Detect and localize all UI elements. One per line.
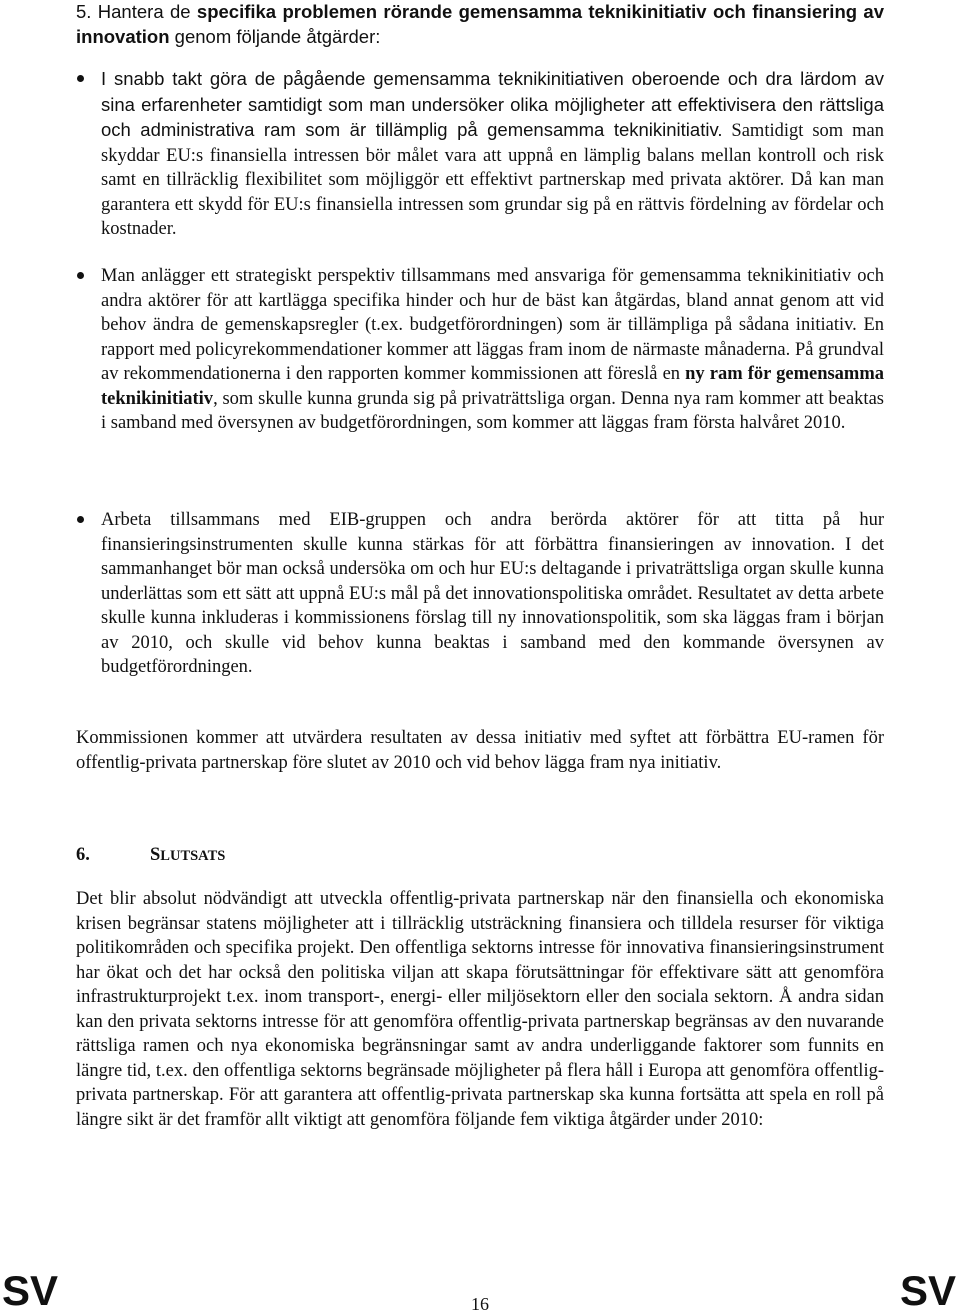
bullet-2-text-post: , som skulle kunna grunda sig på privaträttsliga organ. Denna nya ram kommer att beaktas i samband med översynen av budgetförordningen, som kommer att läggas fram första halvåret 2010. [101,388,884,433]
intro-paragraph [76,0,884,49]
section-title-rest: LUTSATS [160,848,226,864]
bullet-item-3 [76,508,884,680]
bullet-1-sans-text: I snabb takt göra de pågående gemensamma teknikinitiativen oberoende och dra lärdom av sina erfarenheter samtidigt som man undersöker olika möjligheter att effektivisera den rättsliga och administrativa ram som är tillämplig på gemensamma teknikinitiativ. [101,68,884,140]
bullet-text-3: Arbeta tillsammans med EIB-gruppen och andra berörda aktörer för att titta på hur finansieringsinstrumenten skulle kunna stärkas för att förbättra finansieringen av innovation. I det sammanhanget bör man också undersöka om och hur EU:s deltagande i privaträttsliga organ skulle kunna underlättas som ett sätt att uppnå EU:s mål på det innovationspolitiska området. Resultatet av detta arbete skulle kunna inkluderas i kommissionens förslag till ny innovationspolitik, som ska läggas fram i början av 2010, och skulle vid behov kunna beaktas i samband med den kommande översynen av budgetförordningen. [101,510,884,677]
final-paragraph: Det blir absolut nödvändigt att utveckla offentlig-privata partnerskap när den finansiella och ekonomiska krisen begränsar statens möjligheter att i tillräcklig utsträckning finansiera och tilldela resurser för viktiga politikområden och specifika projekt. Den offentliga sektorns intresse för innovativa finansieringsinstrument har ökat och det har också den politiska viljan att skapa förutsättningar för effektivare sätt att genomföra infrastrukturprojekt t.ex. inom transport-, energi- eller miljösektorn eller den sociala sektorn. Å andra sidan kan den privata sektorns intresse för att genomföra offentlig-privata partnerskap begränsas av den nuvarande rättsliga ramen och nya ekonomiska begränsningar samt av andra underliggande faktorer som funnits en längre tid, t.ex. den offentliga sektorns begränsade möjligheter på flera håll i Europa att genomföra offentlig-privata partnerskap. För att garantera att offentlig-privata partnerskap ska kunna fortsätta att spela en roll på längre sikt är det framför allt viktigt att genomföra följande fem viktiga åtgärder under 2010: [76,889,884,1130]
bullet-item-1 [76,67,884,242]
conclusion-paragraph: Kommissionen kommer att utvärdera resultaten av dessa initiativ med syftet att förbättra EU-ramen för offentlig-privata partnerskap före slutet av 2010 och vid behov lägga fram nya initiativ. [76,728,884,773]
bullet-dot-icon [77,272,84,279]
bullet-1-serif-text: Samtidigt som man skyddar EU:s finansiella intressen bör målet vara att uppnå en lämplig balans mellan kontroll och risk samt en tillräcklig flexibilitet som möjliggör ett effektivt partnerskap med privata aktörer. Då kan man garantera ett skydd för EU:s finansiella intressen som grundar sig på en rättvis fördelning av fördelar och kostnader. [101,121,885,239]
section-number: 6. [76,845,90,865]
bullet-text-1 [101,67,884,242]
intro-text-pre: 5. Hantera de [76,1,197,22]
section-heading [76,843,225,868]
bullet-2-text-bold: ny ram för gemensamma teknikinitiativ [101,364,884,409]
footer-language-left: SV [2,1267,59,1314]
page-number: 16 [471,1294,489,1314]
bullet-dot-icon [77,516,84,523]
bullet-dot-icon [77,75,84,82]
bullet-item-2 [76,264,884,436]
bullet-text-2 [101,264,884,436]
footer-language-right: SV [899,1267,956,1314]
intro-text-post: genom följande åtgärder: [169,25,381,47]
intro-text-bold: specifika problemen rörande gemensamma teknikinitiativ och finansiering av innovation [76,1,884,47]
section-title-first: S [150,845,161,865]
bullet-2-text-pre: Man anlägger ett strategiskt perspektiv tillsammans med ansvariga för gemensamma teknikinitiativ och andra aktörer för att kartlägga specifika hinder och hur de bäst kan åtgärdas, bland annat genom att vid behov ändra de gemenskapsregler (t.ex. budgetförordningen) som är tillämpliga på sådana initiativ. En rapport med policyrekommendationer kommer att läggas fram inom de närmaste månaderna. På grundval av rekommendationerna i den rapporten kommer kommissionen att föreslå en [101,266,884,384]
